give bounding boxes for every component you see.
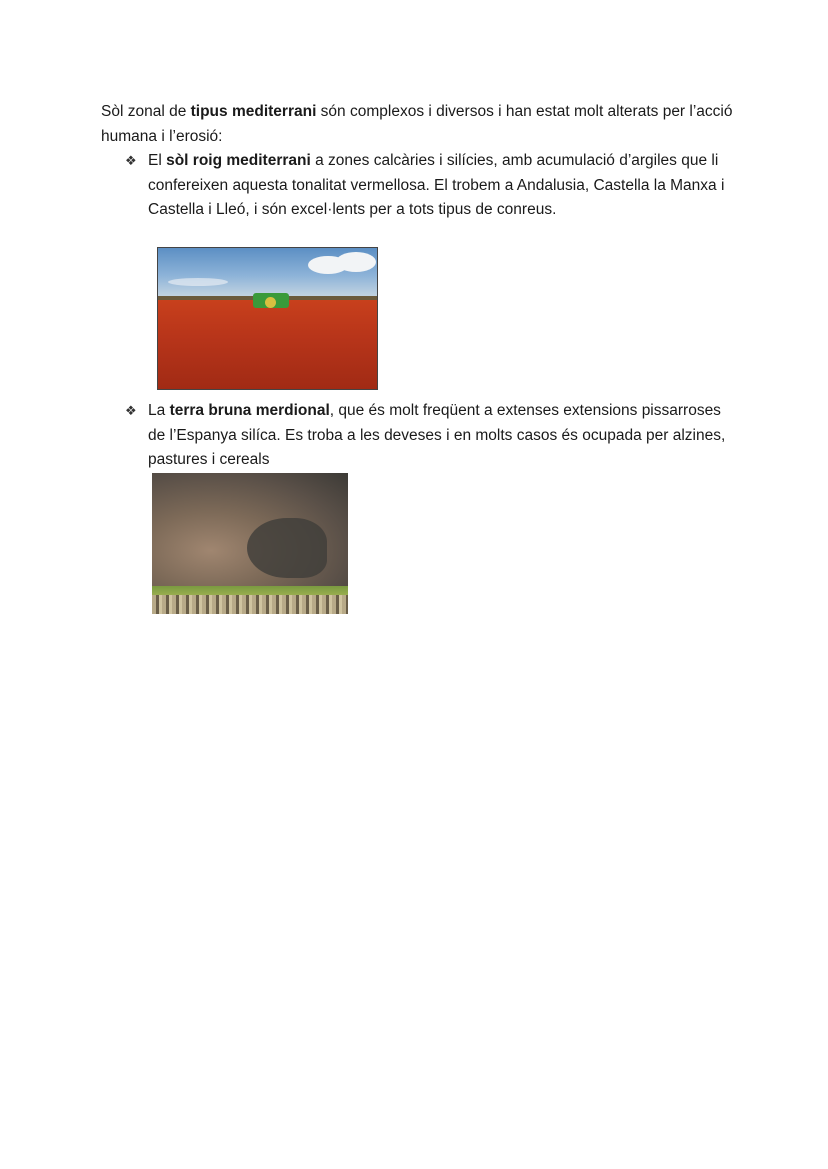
- red-field: [158, 300, 377, 390]
- diamond-bullet-icon: ❖: [125, 403, 137, 418]
- diamond-bullet-icon: ❖: [125, 153, 137, 168]
- item-prefix: El: [148, 152, 167, 169]
- item-description: a zones calcàries i silícies, amb acumulació d’argiles que li confereixen aquesta tonalitat vermellosa. El trobem a Andalusia, Castella la Manxa i Castella i Lleó, i són excel·lents per a tots tipus de conreus.: [148, 152, 725, 218]
- intro-text-end: són complexos i diversos i han estat molt alterats per l’acció humana i l’erosió:: [101, 103, 733, 145]
- cloud: [168, 278, 228, 286]
- intro-text-start: Sòl zonal de: [101, 103, 191, 120]
- item-bold-term: sòl roig mediterrani: [166, 152, 311, 169]
- brown-soil-photo: [152, 473, 348, 614]
- tractor: [253, 293, 289, 308]
- item-description: , que és molt freqüent a extenses extensions pissarroses de l’Espanya silíca. Es troba a les deveses i en molts casos és ocupada per alzines, pastures i cereals: [148, 402, 726, 468]
- list-item-text: [148, 399, 735, 473]
- cloud: [336, 252, 376, 272]
- dark-slope: [247, 518, 327, 578]
- intro-paragraph: [101, 100, 741, 149]
- red-soil-photo: [157, 247, 378, 390]
- ground: [152, 595, 348, 614]
- list-item-brown-soil: [125, 399, 735, 473]
- item-bold-term: terra bruna merdional: [169, 402, 330, 419]
- intro-bold-term: tipus mediterrani: [190, 103, 317, 120]
- list-item-red-soil: [125, 149, 735, 223]
- list-item-text: [148, 149, 735, 223]
- item-prefix: La: [148, 402, 170, 419]
